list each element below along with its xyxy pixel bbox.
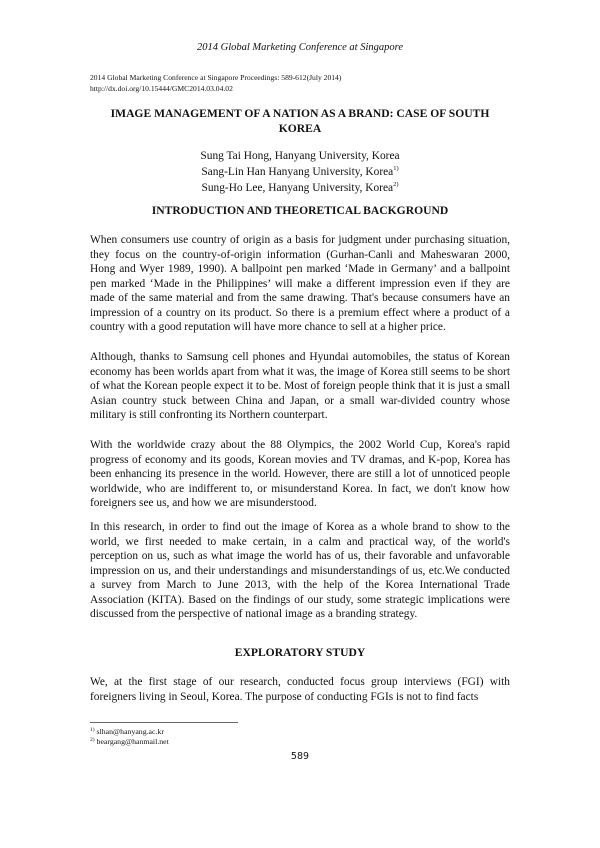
author-3 (90, 180, 510, 196)
footnote-marker: 1) (90, 727, 95, 733)
paper-title (90, 107, 510, 136)
proceedings-line: 2014 Global Marketing Conference at Singapore Proceedings: 589-612(July 2014) (90, 73, 342, 82)
author-name: Sang-Lin Han Hanyang University, Korea (201, 166, 394, 178)
title-line-2: KOREA (278, 121, 322, 135)
body-paragraph: With the worldwide crazy about the 88 Olympics, the 2002 World Cup, Korea's rapid progress of economy and its goods, Korean movies and TV dramas, and K-pop, Korea has been enhancing its presence in the world. However, there are still a lot of unnoticed people worldwide, who are indifferent to, or misunderstand Korea. In fact, we don't know how foreigners see us, and how we are misunderstood. (90, 439, 510, 510)
section-heading-exploratory-study: EXPLORATORY STUDY (234, 646, 366, 659)
footnote-marker: 2) (90, 737, 95, 743)
footnote-2 (90, 737, 390, 747)
title-line-1: IMAGE MANAGEMENT OF A NATION AS A BRAND: CASE OF SOUTH (110, 107, 490, 120)
doi-link[interactable]: http://dx.doi.org/10.15444/GMC2014.03.04.02 (90, 83, 233, 93)
footnote-marker: 2) (393, 181, 399, 188)
footnote-email: beargang@hanmail.net (94, 737, 169, 746)
footnote-email: slhan@hanyang.ac.kr (94, 727, 164, 736)
author-list (90, 148, 510, 196)
footnotes (90, 727, 390, 747)
footnote-divider (90, 722, 238, 723)
page-number: 589 (290, 751, 310, 762)
body-paragraph: Although, thanks to Samsung cell phones and Hyundai automobiles, the status of Korean economy has been worlds apart from what it was, the image of Korea still seems to be short of what the Korean people expect it to be. Most of foreign people think that it is just a small Asian country stuck between China and Japan, or a small war-divided country whose military is still confronting its Northern counterpart. (90, 351, 510, 422)
author-2 (90, 164, 510, 180)
author-1 (90, 148, 510, 164)
body-paragraph: We, at the first stage of our research, conducted focus group interviews (FGI) with foreigners living in Seoul, Korea. The purpose of conducting FGIs is not to find facts (90, 676, 510, 703)
footnote-marker: 1) (393, 165, 399, 172)
running-head: 2014 Global Marketing Conference at Singapore (197, 42, 403, 53)
section-heading-introduction: INTRODUCTION AND THEORETICAL BACKGROUND (151, 204, 449, 217)
author-name: Sung-Ho Lee, Hanyang University, Korea (201, 182, 394, 194)
body-paragraph: In this research, in order to find out the image of Korea as a whole brand to show to the world, we first needed to make certain, in a calm and practical way, of the world's perception on us, such as what image the world has of us, their favorable and unfavorable impression on us, and their understandings and misunderstandings of us, etc.We conducted a survey from March to June 2013, with the help of the Korea International Trade Association (KITA). Based on the findings of our study, some strategic implications were discussed from the perspective of national image as a branding strategy. (90, 521, 510, 621)
proceedings-info (90, 73, 520, 94)
footnote-1 (90, 727, 390, 737)
author-name: Sung Tai Hong, Hanyang University, Korea (200, 150, 400, 162)
body-paragraph: When consumers use country of origin as a basis for judgment under purchasing situation, they focus on the country-of-origin information (Gurhan-Canli and Maheswaran 2000, Hong and Wyer 1989, 1990). A ballpoint pen marked ‘Made in Germany’ and a ballpoint pen marked ‘Made in the Philippines’ will make a different impression even if they are made of the same material and from the same drawing. That's because consumers have an impression of a country on its product. So there is a premium effect where a product of a country with a good reputation will have more chance to sell at a higher price. (90, 234, 510, 334)
